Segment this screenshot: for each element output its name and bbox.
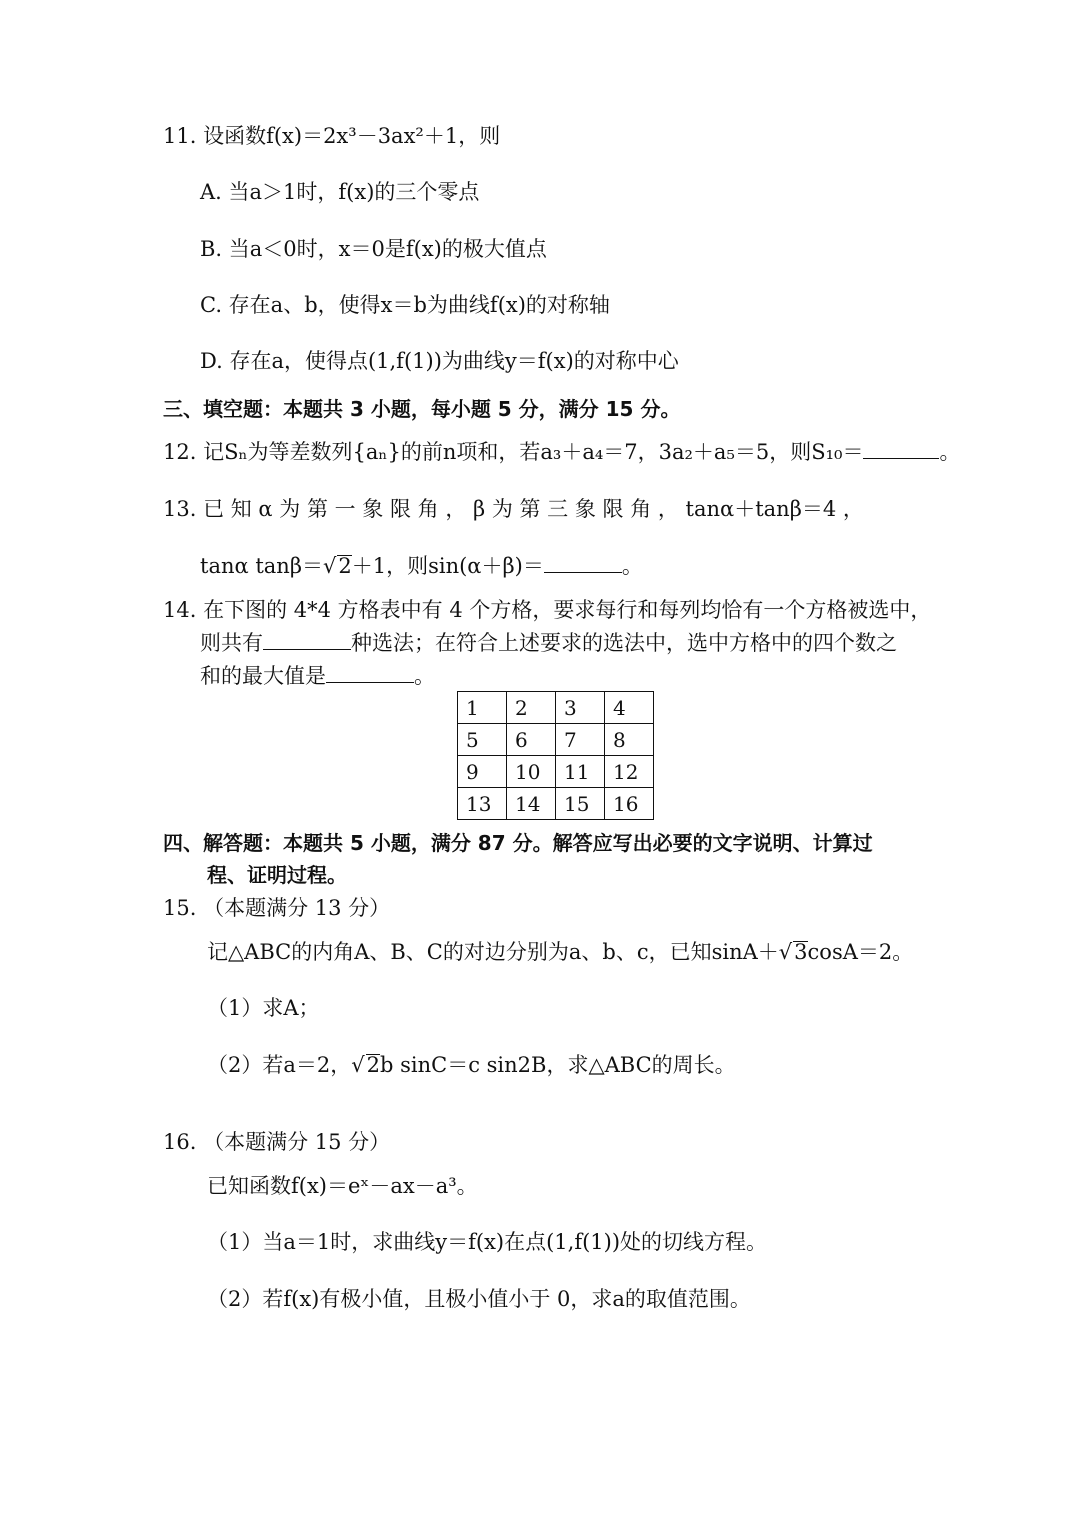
q14-grid-table: [457, 691, 654, 820]
grid-cell: 8: [605, 724, 654, 756]
grid-cell: 11: [556, 756, 605, 788]
q14-line2-pre: 则共有: [200, 631, 263, 655]
grid-cell: 13: [458, 788, 507, 820]
grid-row: [458, 788, 654, 820]
grid-cell: 9: [458, 756, 507, 788]
q14-line2: [200, 629, 897, 657]
q14-answer-blank-2: [326, 662, 414, 683]
q13-line2-pre: tanα tanβ＝: [200, 554, 323, 578]
grid-cell: 2: [507, 692, 556, 724]
q16-stem: 已知函数f(x)＝eˣ－ax－a³。: [207, 1174, 478, 1198]
q15-stem-post: cosA＝2。: [807, 940, 914, 964]
grid-row: [458, 724, 654, 756]
q14-line2-post: 种选法；在符合上述要求的选法中，选中方格中的四个数之: [351, 631, 897, 655]
q14-line3: [200, 662, 435, 690]
q14-line1: 14. 在下图的 4*4 方格表中有 4 个方格，要求每行和每列均恰有一个方格被选中，: [163, 598, 932, 622]
sqrt-radical: √: [351, 1053, 365, 1077]
q13-line1: 13. 已 知 α 为 第 一 象 限 角 ， β 为 第 三 象 限 角 ， tanα＋tanβ＝4 ，: [163, 497, 864, 521]
q12-end: 。: [939, 440, 961, 464]
section4-title-line1: 四、解答题：本题共 5 小题，满分 87 分。解答应写出必要的文字说明、计算过: [163, 831, 873, 855]
q13-sqrt-value: 2: [338, 554, 352, 578]
grid-cell: 1: [458, 692, 507, 724]
grid-cell: 7: [556, 724, 605, 756]
q11-stem: 11. 设函数f(x)＝2x³－3ax²＋1，则: [163, 124, 501, 148]
q14-end: 。: [414, 664, 435, 688]
grid-cell: 12: [605, 756, 654, 788]
grid-row: [458, 692, 654, 724]
q12-answer-blank: [863, 438, 939, 459]
grid-cell: 6: [507, 724, 556, 756]
q13-line2: [200, 552, 643, 580]
q15-stem-pre: 记△ABC的内角A、B、C的对边分别为a、b、c，已知sinA＋: [207, 940, 779, 964]
sqrt-radical: √: [322, 554, 337, 578]
q13-line2-post: ＋1，则sin(α＋β)＝: [351, 554, 544, 578]
grid-cell: 16: [605, 788, 654, 820]
q14-line3-pre: 和的最大值是: [200, 664, 326, 688]
q15-part2: [207, 1051, 736, 1079]
q11-option-b: B. 当a＜0时，x＝0是f(x)的极大值点: [200, 237, 547, 261]
q15-stem-sqrt-value: 3: [794, 940, 808, 964]
q13-end: 。: [621, 554, 643, 578]
grid-cell: 10: [507, 756, 556, 788]
grid-cell: 5: [458, 724, 507, 756]
q16-header: 16. （本题满分 15 分）: [163, 1130, 391, 1154]
q12-text: 12. 记Sₙ为等差数列{aₙ}的前n项和，若a₃＋a₄＝7，3a₂＋a₅＝5，则S₁₀＝: [163, 440, 864, 464]
q15-part2-pre: （2）若a＝2，: [207, 1053, 352, 1077]
q13-answer-blank: [544, 552, 622, 573]
q11-option-d: D. 存在a，使得点(1,f(1))为曲线y＝f(x)的对称中心: [200, 349, 679, 373]
q16-part2: （2）若f(x)有极小值，且极小值小于 0，求a的取值范围。: [207, 1287, 751, 1311]
grid-cell: 3: [556, 692, 605, 724]
section3-title: 三、填空题：本题共 3 小题，每小题 5 分，满分 15 分。: [163, 397, 681, 421]
q16-part1: （1）当a＝1时，求曲线y＝f(x)在点(1,f(1))处的切线方程。: [207, 1230, 768, 1254]
q15-stem: [207, 938, 913, 966]
grid-cell: 4: [605, 692, 654, 724]
grid-cell: 14: [507, 788, 556, 820]
q11-option-c: C. 存在a、b，使得x＝b为曲线f(x)的对称轴: [200, 293, 610, 317]
q15-header: 15. （本题满分 13 分）: [163, 896, 391, 920]
q14-answer-blank-1: [263, 629, 351, 650]
grid-cell: 15: [556, 788, 605, 820]
q12-line: [163, 438, 960, 466]
q15-part2-post: b sinC＝c sin2B，求△ABC的周长。: [380, 1053, 736, 1077]
q15-part2-sqrt-value: 2: [366, 1053, 381, 1077]
section4-title-line2: 程、证明过程。: [207, 863, 347, 887]
q15-part1: （1）求A；: [207, 996, 320, 1020]
sqrt-radical: √: [778, 940, 793, 964]
grid-row: [458, 756, 654, 788]
q11-option-a: A. 当a＞1时，f(x)的三个零点: [200, 180, 480, 204]
